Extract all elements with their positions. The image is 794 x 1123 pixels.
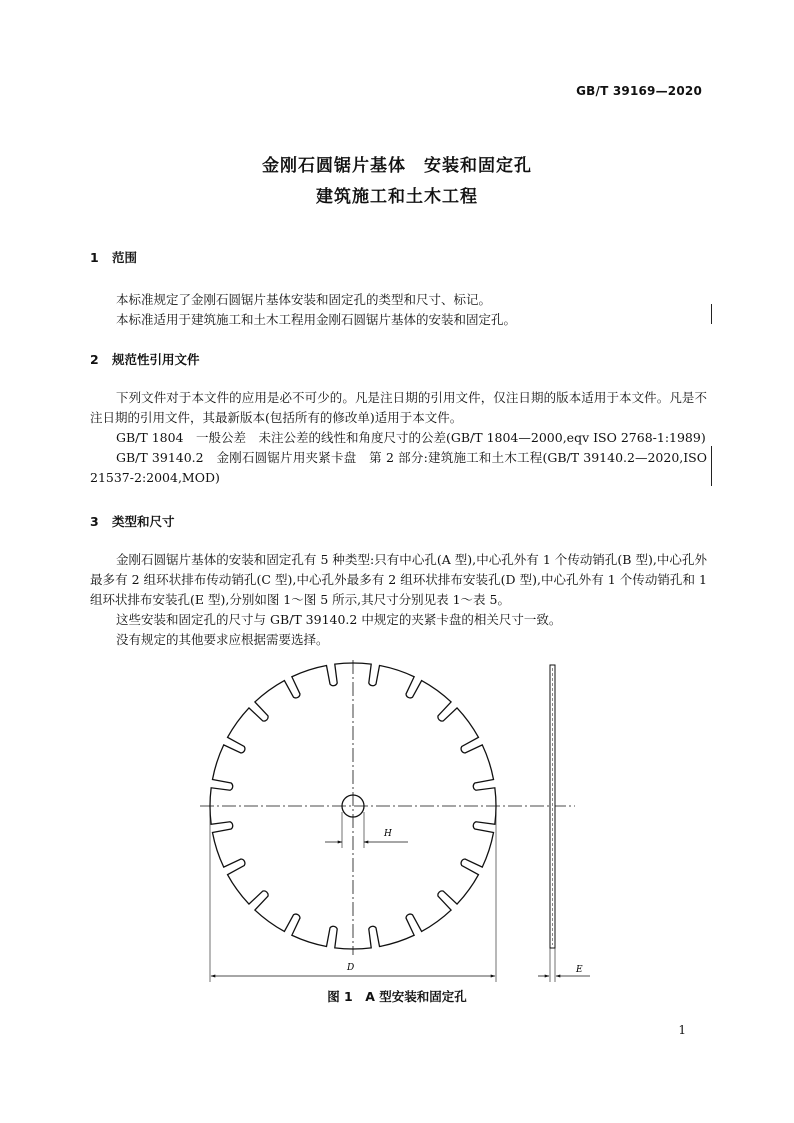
reference-gbt-1804: GB/T 1804 一般公差 未注公差的线性和角度尺寸的公差(GB/T 1804—2000,eqv ISO 2768-1:1989) (116, 430, 706, 445)
scope-paragraph-2: 本标准适用于建筑施工和土木工程用金刚石圆锯片基体的安装和固定孔。 (116, 312, 517, 327)
reference-gbt-39140-2: GB/T 39140.2 金刚石圆锯片用夹紧卡盘 第 2 部分:建筑施工和土木工程(GB/T 39140.2—2020,ISO 21537-2:2004,MOD) (90, 450, 707, 485)
consistency-paragraph: 这些安装和固定孔的尺寸与 GB/T 39140.2 中规定的夹紧卡盘的相关尺寸一致。 (116, 612, 562, 627)
d-dimension-label: D (347, 963, 355, 973)
references-intro-paragraph: 下列文件对于本文件的应用是必不可少的。凡是注日期的引用文件，仅注日期的版本适用于本文件。凡是不注日期的引用文件，其最新版本(包括所有的修改单)适用于本文件。 (90, 390, 707, 425)
document-title-line-2: 建筑施工和土木工程 (316, 187, 478, 207)
document-title-line-1: 金刚石圆锯片基体 安装和固定孔 (262, 156, 532, 176)
e-dimension-label: E (576, 965, 583, 975)
section-number: 1 (90, 250, 99, 265)
page-number: 1 (678, 1023, 686, 1037)
section-number: 2 (90, 352, 99, 367)
figure-1-caption: 图 1 A 型安装和固定孔 (327, 989, 467, 1004)
types-paragraph: 金刚石圆锯片基体的安装和固定孔有 5 种类型:只有中心孔(A 型),中心孔外有 1 个传动销孔(B 型),中心孔外最多有 2 组环状排布传动销孔(C 型),中心孔外最多有 2 组环状排布安装孔(D 型),中心孔外有 1 个传动销孔和 1 组环状排布安装孔(E 型),分别如图 1～图 5 所示,其尺寸分别见表 1～表 5。 (90, 552, 707, 607)
scope-paragraph-1: 本标准规定了金刚石圆锯片基体安装和固定孔的类型和尺寸、标记。 (116, 292, 492, 307)
standard-code: GB/T 39169—2020 (576, 84, 702, 98)
section-title: 规范性引用文件 (112, 352, 200, 367)
section-number: 3 (90, 514, 99, 529)
h-dimension-label: H (384, 829, 392, 839)
section-title: 范围 (112, 250, 138, 265)
section-title: 类型和尺寸 (112, 514, 175, 529)
other-requirements-paragraph: 没有规定的其他要求应根据需要选择。 (116, 632, 329, 647)
